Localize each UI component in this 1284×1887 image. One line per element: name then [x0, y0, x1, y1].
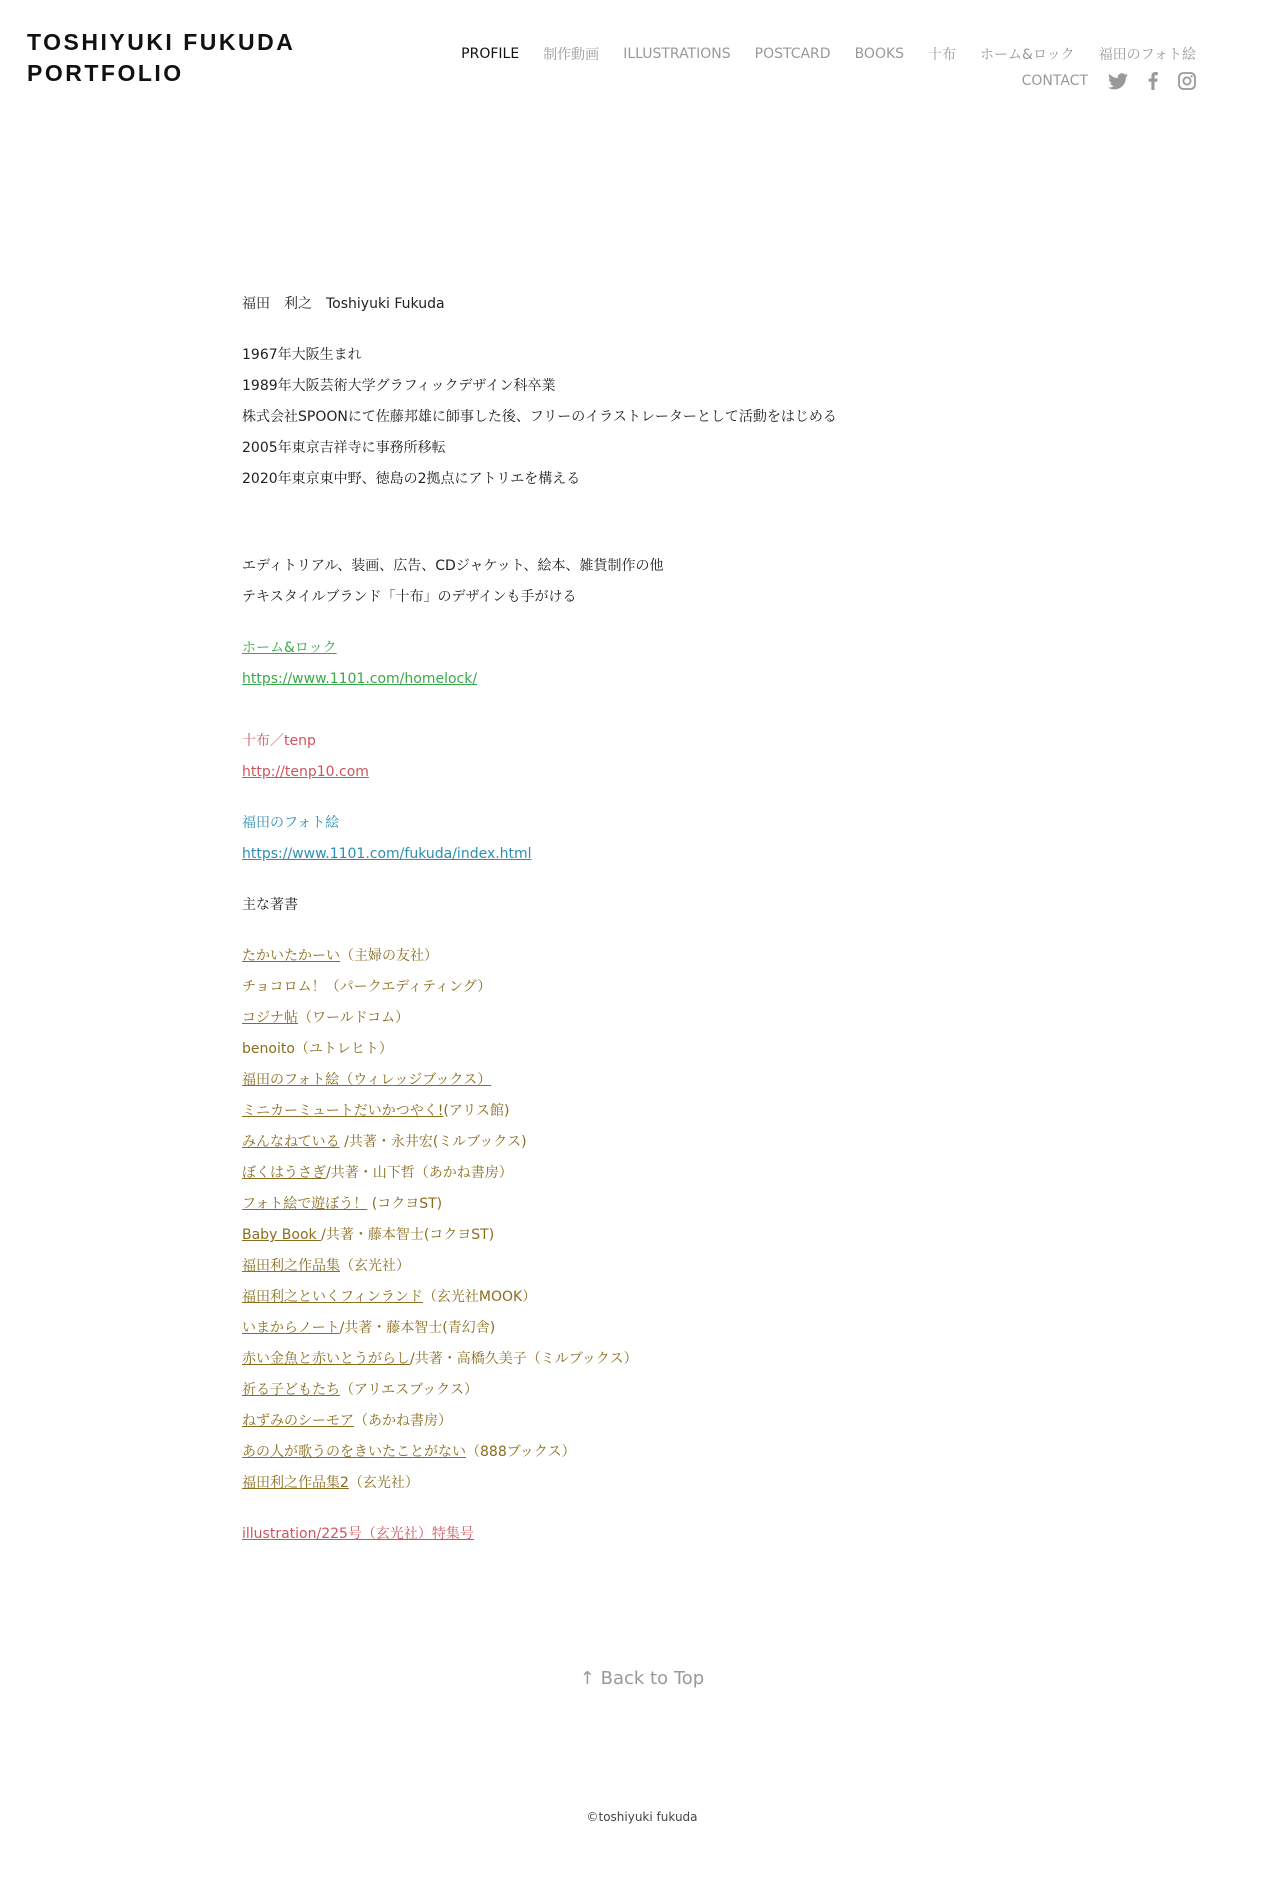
book-item: 赤い金魚と赤いとうがらし/共著・高橋久美子（ミルブックス） [242, 1351, 638, 1367]
book-link[interactable]: あの人が歌うのをきいたことがない [242, 1444, 466, 1460]
nav-books[interactable]: BOOKS [854, 46, 905, 62]
back-to-top [0, 1668, 1284, 1689]
photo-e-url-link[interactable]: https://www.1101.com/fukuda/index.html [242, 846, 532, 862]
nav-photo-e[interactable]: 福田のフォト絵 [1098, 47, 1196, 63]
book-link[interactable]: ミニカーミュートだいかつやく! [242, 1103, 444, 1119]
book-link[interactable]: たかいたかーい [242, 948, 340, 964]
nav-contact[interactable]: CONTACT [1021, 73, 1088, 89]
book-item: あの人が歌うのをきいたことがない（888ブックス） [242, 1444, 576, 1460]
book-item: ねずみのシーモア（あかね書房） [242, 1413, 452, 1429]
book-item [242, 1070, 491, 1090]
tenp-label: 十布／tenp [242, 733, 316, 749]
nav-illustrations[interactable]: ILLUSTRATIONS [623, 46, 731, 62]
book-item: Baby Book /共著・藤本智士(コクヨST) [242, 1227, 495, 1243]
book-link[interactable]: 福田利之といくフィンランド [242, 1289, 423, 1305]
tenp-url-link[interactable]: http://tenp10.com [242, 764, 369, 780]
book-link[interactable]: 祈る子どもたち [242, 1382, 340, 1398]
bio-line: 株式会社SPOONにて佐藤邦雄に師事した後、フリーのイラストレーターとして活動をはじめる [242, 409, 837, 425]
logo-line-1: TOSHIYUKI FUKUDA [27, 29, 296, 55]
bio-line: 2020年東京東中野、徳島の2拠点にアトリエを構える [242, 471, 581, 487]
book-item: チョコロム！（パークエディティング） [242, 979, 492, 995]
photo-e-label: 福田のフォト絵 [242, 815, 340, 831]
book-link[interactable]: 赤い金魚と赤いとうがらし [242, 1351, 410, 1367]
book-link[interactable]: 福田利之作品集 [242, 1258, 340, 1274]
bio-line: 2005年東京吉祥寺に事務所移転 [242, 440, 446, 456]
book-link[interactable]: 福田のフォト絵（ウィレッジブックス） [242, 1072, 492, 1088]
facebook-icon[interactable] [1148, 72, 1158, 90]
book-item: ぼくはうさぎ/共著・山下哲（あかね書房） [242, 1165, 513, 1181]
book-link[interactable]: フォト絵で遊ぼう！ [242, 1196, 368, 1212]
logo-line-2: PORTFOLIO [27, 60, 184, 86]
book-item: 福田利之作品集2（玄光社） [242, 1475, 419, 1491]
book-link[interactable]: みんなねている [242, 1134, 340, 1150]
nav-videos[interactable]: 制作動画 [543, 47, 600, 63]
book-link[interactable]: 福田利之作品集2 [242, 1475, 349, 1491]
secondary-nav [1022, 72, 1196, 90]
work-line: エディトリアル、装画、広告、CDジャケット、絵本、雑貨制作の他 [242, 558, 664, 574]
book-item: たかいたかーい（主婦の友社） [242, 948, 438, 964]
book-item: benoito（ユトレヒト） [242, 1041, 393, 1057]
twitter-icon[interactable] [1108, 73, 1128, 90]
nav-homelock[interactable]: ホーム&ロック [980, 47, 1075, 63]
book-link[interactable]: ねずみのシーモア [242, 1413, 354, 1429]
site-logo[interactable] [27, 27, 295, 89]
book-item: フォト絵で遊ぼう！ (コクヨST) [242, 1196, 443, 1212]
footer-copyright: ©toshiyuki fukuda [586, 1810, 698, 1824]
books-heading: 主な著書 [242, 897, 298, 913]
back-to-top-link[interactable]: ↑ Back to Top [579, 1668, 705, 1689]
instagram-icon[interactable] [1178, 72, 1196, 90]
book-item: コジナ帖（ワールドコム） [242, 1010, 410, 1026]
homelock-link[interactable]: ホーム&ロック [242, 640, 337, 656]
bio-line: 1989年大阪芸術大学グラフィックデザイン科卒業 [242, 378, 556, 394]
nav-tenp[interactable]: 十布 [928, 47, 957, 63]
book-item: 福田利之といくフィンランド（玄光社MOOK） [242, 1289, 537, 1305]
bio-line: 1967年大阪生まれ [242, 347, 362, 363]
book-item: いまからノート/共著・藤本智士(青幻舎) [242, 1320, 496, 1336]
book-link[interactable]: Baby Book [242, 1227, 322, 1243]
homelock-url-link[interactable]: https://www.1101.com/homelock/ [242, 671, 478, 687]
nav-profile[interactable]: PROFILE [461, 46, 520, 62]
nav-postcard[interactable]: POSTCARD [754, 46, 831, 62]
profile-name: 福田 利之 Toshiyuki Fukuda [242, 296, 445, 312]
book-item: ミニカーミュートだいかつやく!(アリス館) [242, 1103, 510, 1119]
book-item: みんなねている /共著・永井宏(ミルブックス) [242, 1134, 527, 1150]
book-item: 福田利之作品集（玄光社） [242, 1258, 410, 1274]
book-link[interactable]: コジナ帖 [242, 1010, 298, 1026]
work-line: テキスタイルブランド「十布」のデザインも手がける [242, 589, 577, 605]
book-item: 祈る子どもたち（アリエスブックス） [242, 1382, 479, 1398]
book-link[interactable]: いまからノート [242, 1320, 340, 1336]
illustration-feature-link[interactable]: illustration/225号（玄光社）特集号 [242, 1526, 474, 1542]
main-nav [461, 44, 1196, 64]
book-link[interactable]: ぼくはうさぎ [242, 1165, 326, 1181]
